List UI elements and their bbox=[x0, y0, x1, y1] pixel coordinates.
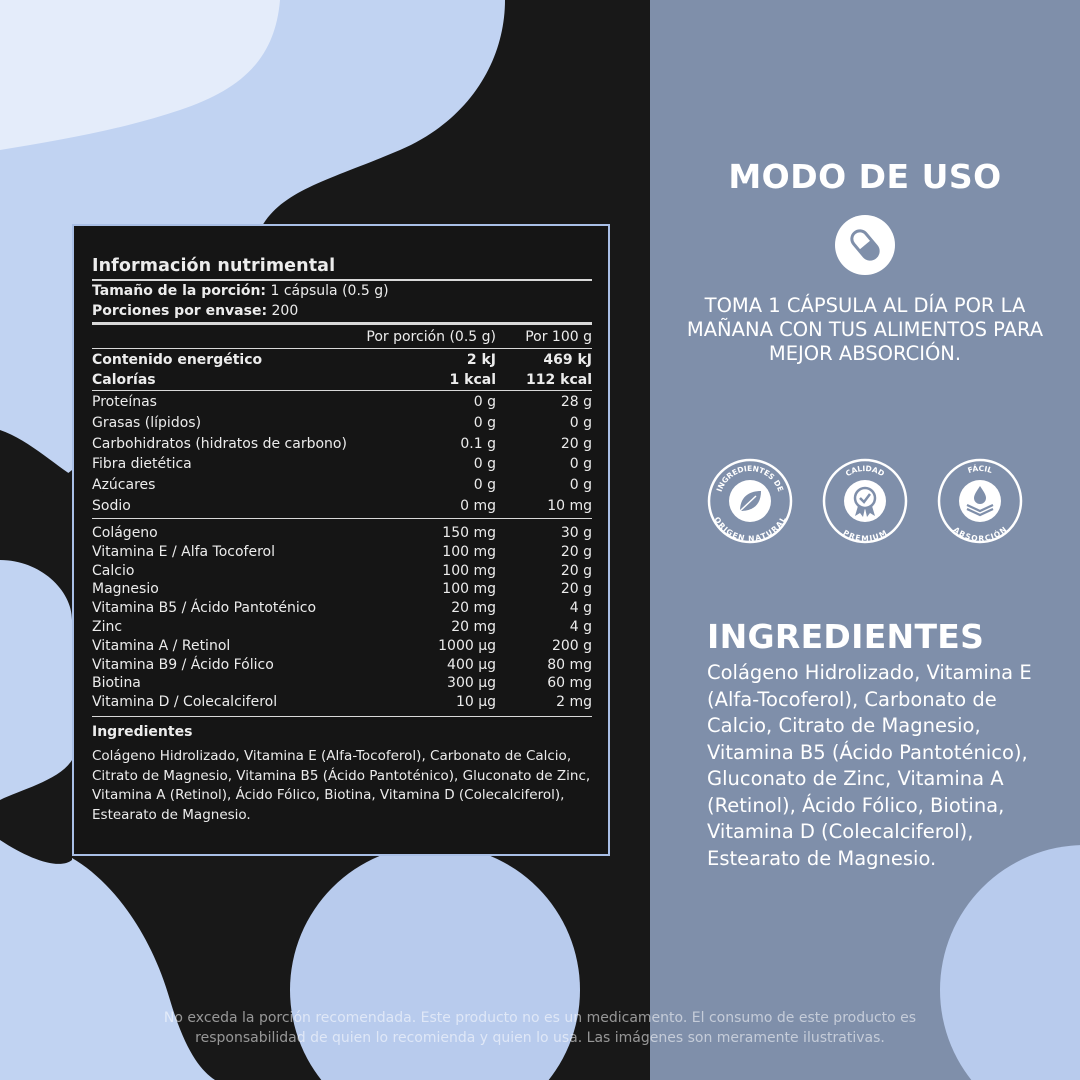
column-headers: Por porción (0.5 g) Por 100 g bbox=[366, 329, 592, 345]
nutrient-name: Zinc bbox=[92, 619, 123, 635]
per-serving-value: 0 g bbox=[473, 456, 496, 473]
nutrition-facts-panel bbox=[72, 224, 610, 856]
nutrient-row bbox=[92, 543, 592, 562]
nutrient-name: Colágeno bbox=[92, 525, 158, 541]
badge-premium bbox=[822, 458, 908, 544]
per-100g-value: 10 mg bbox=[547, 498, 592, 514]
nutrient-row bbox=[92, 351, 592, 370]
nutrient-name: Vitamina A / Retinol bbox=[92, 637, 231, 654]
ingredients-heading: Ingredientes bbox=[92, 724, 193, 740]
per-serving-value: 0 g bbox=[473, 394, 496, 410]
nutrient-name: Calorías bbox=[92, 372, 156, 388]
per-serving-value: 100 mg bbox=[442, 562, 496, 579]
per-100g-value: 28 g bbox=[560, 394, 592, 410]
nutrient-name: Vitamina B5 / Ácido Pantoténico bbox=[92, 600, 317, 617]
nutrient-row bbox=[92, 497, 592, 516]
nutrient-row bbox=[92, 618, 592, 637]
per-serving-value: 300 µg bbox=[447, 675, 496, 692]
nutrient-row bbox=[92, 656, 592, 675]
nutrient-row bbox=[92, 674, 592, 693]
right-panel bbox=[650, 0, 1080, 1080]
per-serving-value: 0.1 g bbox=[460, 435, 496, 452]
quality-seal-icon bbox=[822, 458, 908, 544]
nutrient-name: Magnesio bbox=[92, 581, 159, 598]
usage-instruction: TOMA 1 CÁPSULA AL DÍA POR LA MAÑANA CON TUS ALIMENTOS PARA MEJOR ABSORCIÓN. bbox=[686, 294, 1044, 365]
nutrient-row bbox=[92, 524, 592, 543]
badge-absorcion bbox=[937, 458, 1023, 544]
nutrient-row bbox=[92, 414, 592, 433]
nutrient-name: Vitamina E / Alfa Tocoferol bbox=[92, 543, 275, 560]
divider bbox=[92, 279, 592, 281]
per-100g-value: 0 g bbox=[569, 414, 592, 431]
nutrient-name: Fibra dietética bbox=[92, 456, 192, 473]
per-100g-value: 200 g bbox=[551, 637, 592, 654]
per-serving-value: 400 µg bbox=[447, 656, 496, 673]
serving-size: Tamaño de la porción: 1 cápsula (0.5 g) bbox=[92, 283, 389, 299]
per-serving-value: 0 g bbox=[473, 414, 496, 431]
nutrient-name: Azúcares bbox=[92, 477, 156, 494]
nutrient-name: Carbohidratos (hidratos de carbono) bbox=[92, 435, 347, 452]
ingredients-list: Colágeno Hidrolizado, Vitamina E (Alfa-Tocoferol), Carbonato de Calcio, Citrato de Magnesio, Vitamina B5 (Ácido Pantoténico), Gluconato de Zinc, Vitamina A (Retinol), Ácido Fólico, Biotina, Vitamina D (Colecalciferol), Estearato de Magnesio. bbox=[92, 748, 591, 823]
capsule-icon bbox=[835, 215, 895, 275]
divider bbox=[92, 322, 592, 325]
svg-text:INGREDIENTES DE: INGREDIENTES DE bbox=[714, 463, 786, 493]
per-serving-value: 2 kJ bbox=[466, 352, 496, 368]
nutrient-name: Vitamina D / Colecalciferol bbox=[92, 694, 278, 711]
nutrient-name: Calcio bbox=[92, 562, 135, 579]
nutrient-name: Proteínas bbox=[92, 394, 157, 410]
nutrient-row bbox=[92, 393, 592, 412]
per-100g-value: 20 g bbox=[560, 435, 592, 452]
svg-text:ORIGEN NATURAL: ORIGEN NATURAL bbox=[712, 515, 788, 544]
svg-text:FÁCIL: FÁCIL bbox=[966, 463, 994, 476]
divider bbox=[92, 716, 592, 717]
per-100g-value: 30 g bbox=[560, 525, 592, 541]
servings-per-container: Porciones por envase: 200 bbox=[92, 303, 299, 319]
per-100g-value: 20 g bbox=[560, 562, 592, 579]
nutrient-row bbox=[92, 599, 592, 618]
per-100g-value: 4 g bbox=[569, 619, 592, 635]
per-100g-value: 112 kcal bbox=[526, 372, 592, 388]
per-serving-value: 20 mg bbox=[451, 600, 496, 617]
nutrition-title: Información nutrimental bbox=[92, 256, 336, 276]
nutrient-name: Vitamina B9 / Ácido Fólico bbox=[92, 656, 274, 673]
per-100g-value: 60 mg bbox=[547, 675, 592, 692]
divider bbox=[92, 518, 592, 519]
nutrient-name: Grasas (lípidos) bbox=[92, 414, 202, 431]
per-serving-value: 1 kcal bbox=[449, 372, 496, 388]
per-serving-value: 0 g bbox=[473, 477, 496, 494]
ingredients-text: Colágeno Hidrolizado, Vitamina E (Alfa-Tocoferol), Carbonato de Calcio, Citrato de Magnesio, Vitamina B5 (Ácido Pantoténico), Gluconato de Zinc, Vitamina A (Retinol), Ácido Fólico, Biotina, Vitamina D (Colecalciferol), Estearato de Magnesio. bbox=[707, 661, 1032, 870]
leaf-icon bbox=[707, 458, 793, 544]
per-100g-value: 80 mg bbox=[547, 656, 592, 673]
per-serving-value: 1000 µg bbox=[438, 637, 496, 654]
per-serving-value: 0 mg bbox=[460, 498, 496, 514]
svg-text:CALIDAD: CALIDAD bbox=[843, 463, 886, 479]
nutrient-row bbox=[92, 637, 592, 656]
per-serving-value: 150 mg bbox=[442, 525, 496, 541]
divider bbox=[92, 348, 592, 349]
per-serving-value: 20 mg bbox=[451, 619, 496, 635]
nutrient-row bbox=[92, 562, 592, 581]
nutrient-row bbox=[92, 371, 592, 390]
per-100g-value: 20 g bbox=[560, 543, 592, 560]
svg-text:ABSORCIÓN: ABSORCIÓN bbox=[951, 525, 1009, 544]
per-serving-value: 100 mg bbox=[442, 543, 496, 560]
per-100g-value: 20 g bbox=[560, 581, 592, 598]
disclaimer: No exceda la porción recomendada. Este producto no es un medicamento. El consumo de este producto es responsabilidad de quien lo recomienda y quien lo usa. Las imágenes son meramente ilustrativas. bbox=[163, 1010, 917, 1046]
ingredients-title: INGREDIENTES bbox=[707, 617, 985, 656]
per-100g-value: 4 g bbox=[569, 600, 592, 617]
per-serving-value: 10 µg bbox=[455, 694, 496, 711]
nutrient-row bbox=[92, 580, 592, 599]
nutrient-row bbox=[92, 693, 592, 712]
divider bbox=[92, 390, 592, 391]
nutrient-row bbox=[92, 476, 592, 495]
badge-natural bbox=[707, 458, 793, 544]
absorption-drop-icon bbox=[937, 458, 1023, 544]
svg-text:PREMIUM: PREMIUM bbox=[841, 528, 889, 544]
nutrient-name: Sodio bbox=[92, 498, 131, 514]
nutrient-row bbox=[92, 435, 592, 454]
modo-de-uso-title: MODO DE USO bbox=[728, 157, 1002, 196]
nutrient-name: Contenido energético bbox=[92, 352, 263, 368]
per-100g-value: 0 g bbox=[569, 477, 592, 494]
per-serving-value: 100 mg bbox=[442, 581, 496, 598]
nutrient-name: Biotina bbox=[92, 675, 141, 692]
per-100g-value: 469 kJ bbox=[543, 352, 592, 368]
per-100g-value: 0 g bbox=[569, 456, 592, 473]
per-100g-value: 2 mg bbox=[556, 694, 592, 711]
nutrient-row bbox=[92, 455, 592, 474]
